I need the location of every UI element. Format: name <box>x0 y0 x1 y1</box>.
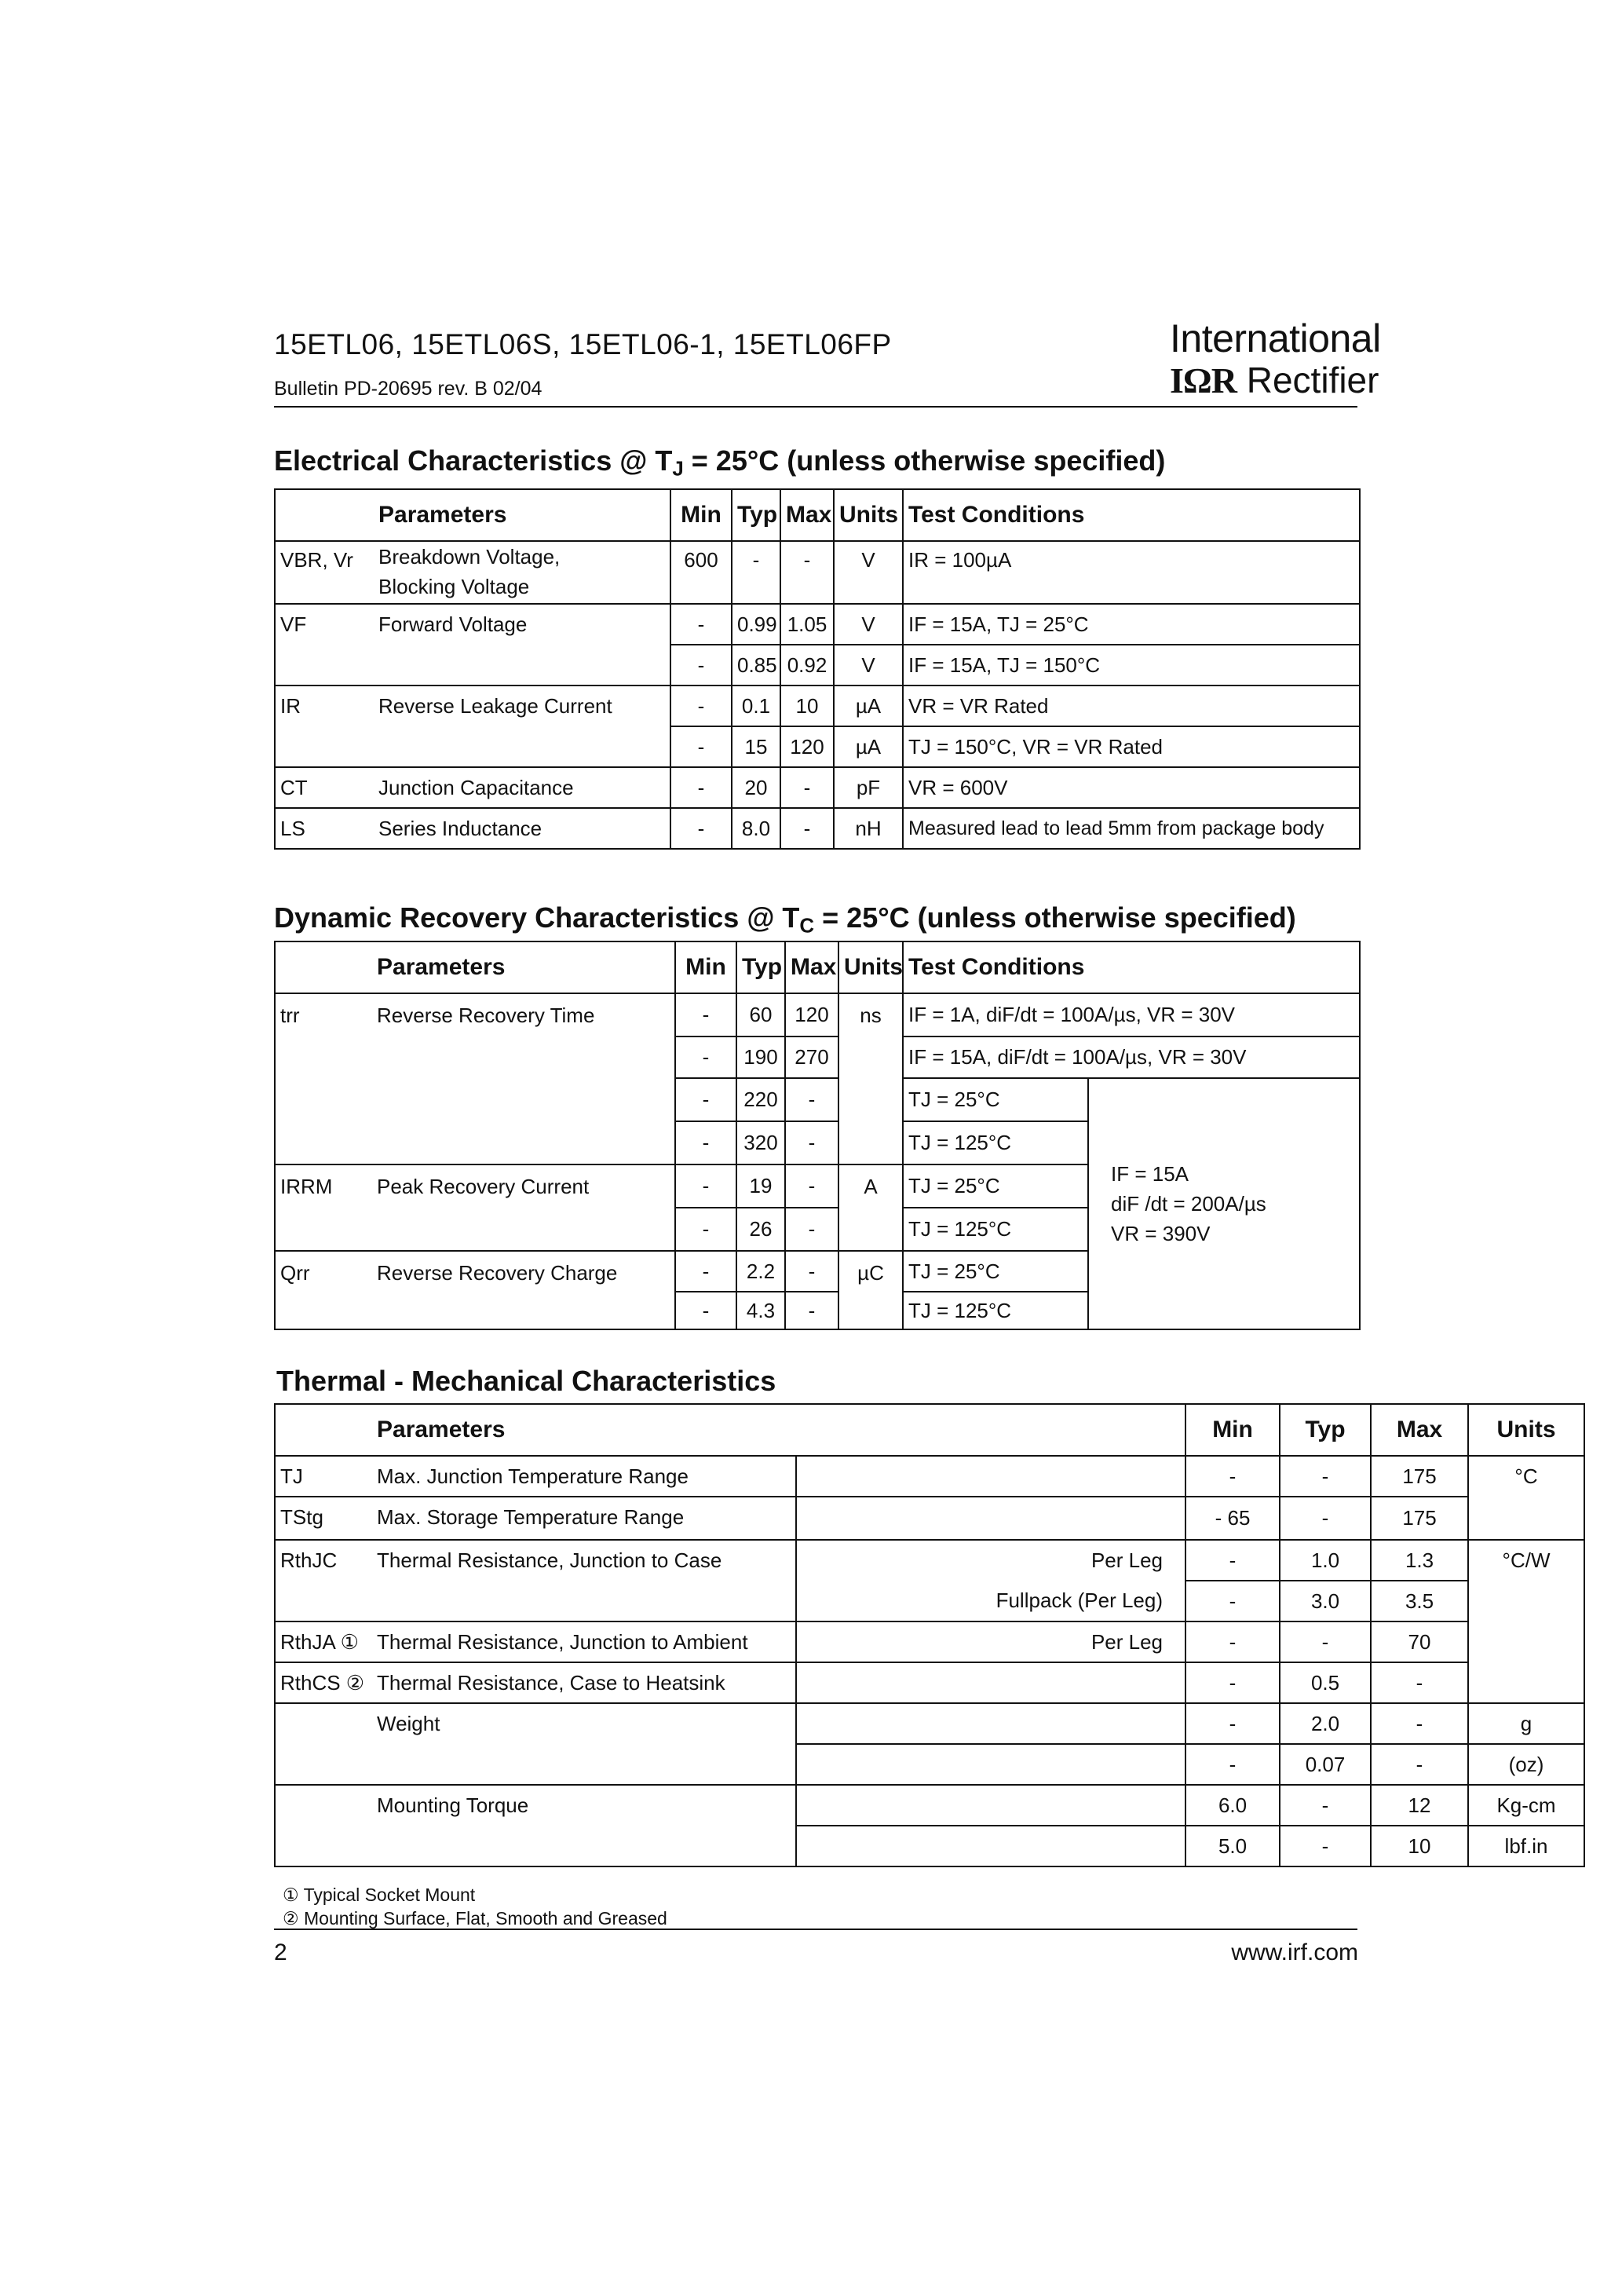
table-header-row <box>275 489 1360 541</box>
param-cell: Breakdown Voltage, Blocking Voltage <box>374 541 670 604</box>
table-row <box>275 1662 1584 1703</box>
param-cell: Thermal Resistance, Junction to Case <box>372 1540 796 1621</box>
note-cell <box>796 1703 1185 1744</box>
symbol-cell: CT <box>275 767 374 808</box>
param-cell: Peak Recovery Current <box>372 1164 675 1251</box>
value-cell: 5.0 <box>1185 1826 1280 1866</box>
table-row <box>275 1785 1584 1826</box>
note-cell <box>796 1785 1185 1826</box>
symbol-cell <box>275 1785 372 1866</box>
value-cell: - <box>1280 1785 1371 1826</box>
part-numbers-title: 15ETL06, 15ETL06S, 15ETL06-1, 15ETL06FP <box>274 328 892 360</box>
units-cell: g <box>1468 1703 1584 1744</box>
table-row <box>275 604 1360 645</box>
value-cell: 70 <box>1371 1621 1468 1662</box>
table-row <box>275 686 1360 726</box>
value-cell: 0.99 <box>732 604 780 645</box>
value-cell: - <box>670 767 732 808</box>
value-cell: - <box>675 993 736 1036</box>
table-row <box>275 1540 1584 1581</box>
symbol-cell <box>275 726 374 767</box>
note-cell <box>796 1744 1185 1785</box>
col-header: Units <box>834 489 903 541</box>
table-row <box>275 1456 1584 1497</box>
table-row <box>275 1703 1584 1744</box>
value-cell: 320 <box>736 1121 785 1164</box>
value-cell: - <box>670 726 732 767</box>
value-cell: - <box>785 1078 838 1121</box>
value-cell: 3.0 <box>1280 1581 1371 1621</box>
condition-cell: IF = 15A, TJ = 25°C <box>903 604 1360 645</box>
logo-international: International <box>1170 316 1381 360</box>
col-header: Max <box>780 489 834 541</box>
value-cell: 220 <box>736 1078 785 1121</box>
symbol-cell: Qrr <box>275 1251 372 1329</box>
table-header-row <box>275 941 1360 993</box>
header-rule <box>274 406 1357 408</box>
param-cell: Thermal Resistance, Case to Heatsink <box>372 1662 796 1703</box>
condition-cell: Measured lead to lead 5mm from package body <box>903 808 1360 849</box>
param-cell: Junction Capacitance <box>374 767 670 808</box>
value-cell: - 65 <box>1185 1497 1280 1540</box>
value-cell: - <box>675 1036 736 1078</box>
condition-cell: VR = 600V <box>903 767 1360 808</box>
value-cell: - <box>670 686 732 726</box>
value-cell: - <box>670 645 732 686</box>
col-header: Typ <box>1280 1404 1371 1456</box>
value-cell: - <box>785 1164 838 1208</box>
note-cell: Per Leg <box>796 1540 1185 1581</box>
value-cell: - <box>1185 1581 1280 1621</box>
value-cell: 15 <box>732 726 780 767</box>
symbol-cell: RthJA ① <box>275 1621 372 1662</box>
col-header: Min <box>1185 1404 1280 1456</box>
param-cell: Max. Junction Temperature Range <box>372 1456 796 1497</box>
condition-cell: IF = 15A, diF/dt = 100A/µs, VR = 30V <box>903 1036 1360 1078</box>
param-cell: Series Inductance <box>374 808 670 849</box>
value-cell: - <box>732 541 780 604</box>
logo-rectifier: Rectifier <box>1246 360 1379 400</box>
value-cell: - <box>1185 1540 1280 1581</box>
value-cell: 175 <box>1371 1497 1468 1540</box>
value-cell: 60 <box>736 993 785 1036</box>
value-cell: 0.85 <box>732 645 780 686</box>
units-cell: °C <box>1468 1456 1584 1540</box>
value-cell: - <box>675 1208 736 1251</box>
note-cell <box>796 1826 1185 1866</box>
table-row <box>275 1621 1584 1662</box>
footer-rule <box>274 1929 1357 1930</box>
value-cell: - <box>1185 1621 1280 1662</box>
dynamic-title: Dynamic Recovery Characteristics @ $T_C = 25^\circ C$ (unless otherwise specified) <box>274 901 1296 938</box>
col-header: Typ <box>732 489 780 541</box>
value-cell: - <box>780 541 834 604</box>
dynamic-table <box>274 941 1361 1330</box>
value-cell: 190 <box>736 1036 785 1078</box>
value-cell: - <box>675 1121 736 1164</box>
value-cell: 10 <box>1371 1826 1468 1866</box>
value-cell: 2.2 <box>736 1251 785 1292</box>
value-cell: - <box>670 604 732 645</box>
value-cell: 3.5 <box>1371 1581 1468 1621</box>
param-cell: Reverse Recovery Time <box>372 993 675 1164</box>
col-header: Min <box>670 489 732 541</box>
param-cell: Weight <box>372 1703 796 1785</box>
electrical-table <box>274 488 1361 850</box>
blank-header <box>275 1404 372 1456</box>
table-header-row <box>275 1404 1584 1456</box>
value-cell: 0.5 <box>1280 1662 1371 1703</box>
value-cell: - <box>1185 1703 1280 1744</box>
value-cell: - <box>1280 1456 1371 1497</box>
param-cell: Thermal Resistance, Junction to Ambient <box>372 1621 796 1662</box>
table-row <box>275 1497 1584 1540</box>
footnote-2: ② Mounting Surface, Flat, Smooth and Greased <box>283 1908 667 1929</box>
value-cell: V <box>834 541 903 604</box>
symbol-cell: RthJC <box>275 1540 372 1621</box>
param-cell: Mounting Torque <box>372 1785 796 1866</box>
value-cell: V <box>834 604 903 645</box>
condition-cell: TJ = 25°C <box>903 1164 1088 1208</box>
condition-cell: VR = VR Rated <box>903 686 1360 726</box>
value-cell: - <box>1185 1662 1280 1703</box>
value-cell: 0.07 <box>1280 1744 1371 1785</box>
website-url: www.irf.com <box>1231 1940 1358 1965</box>
value-cell: - <box>675 1164 736 1208</box>
note-cell: Fullpack (Per Leg) <box>796 1581 1185 1621</box>
value-cell: - <box>1280 1826 1371 1866</box>
value-cell: µA <box>834 686 903 726</box>
param-cell: Max. Storage Temperature Range <box>372 1497 796 1540</box>
value-cell: - <box>780 767 834 808</box>
symbol-cell: TStg <box>275 1497 372 1540</box>
symbol-cell <box>275 1703 372 1785</box>
value-cell: - <box>1371 1703 1468 1744</box>
value-cell: - <box>1185 1744 1280 1785</box>
value-cell: - <box>1280 1497 1371 1540</box>
value-cell: 26 <box>736 1208 785 1251</box>
value-cell: - <box>1371 1662 1468 1703</box>
value-cell: - <box>785 1208 838 1251</box>
value-cell: 6.0 <box>1185 1785 1280 1826</box>
value-cell: nH <box>834 808 903 849</box>
value-cell: - <box>780 808 834 849</box>
value-cell: 1.05 <box>780 604 834 645</box>
company-logo <box>1170 316 1381 401</box>
condition-cell: TJ = 125°C <box>903 1208 1088 1251</box>
value-cell: - <box>1280 1621 1371 1662</box>
value-cell: - <box>1185 1456 1280 1497</box>
value-cell: 4.3 <box>736 1292 785 1329</box>
value-cell: 175 <box>1371 1456 1468 1497</box>
param-cell: Reverse Leakage Current <box>374 686 670 726</box>
units-cell: lbf.in <box>1468 1826 1584 1866</box>
value-cell: - <box>785 1292 838 1329</box>
condition-cell: TJ = 125°C <box>903 1121 1088 1164</box>
symbol-cell: LS <box>275 808 374 849</box>
symbol-cell: VBR, Vr <box>275 541 374 604</box>
page-number: 2 <box>274 1940 287 1965</box>
condition-cell: TJ = 25°C <box>903 1251 1088 1292</box>
col-header: Min <box>675 941 736 993</box>
symbol-cell: RthCS ② <box>275 1662 372 1703</box>
param-cell <box>374 726 670 767</box>
param-cell <box>374 645 670 686</box>
param-cell: Reverse Recovery Charge <box>372 1251 675 1329</box>
value-cell: 120 <box>780 726 834 767</box>
value-cell: 1.3 <box>1371 1540 1468 1581</box>
col-header: Parameters <box>372 941 675 993</box>
value-cell: 0.92 <box>780 645 834 686</box>
value-cell: µA <box>834 726 903 767</box>
units-cell: Kg-cm <box>1468 1785 1584 1826</box>
table-row <box>275 541 1360 604</box>
value-cell: 2.0 <box>1280 1703 1371 1744</box>
symbol-cell: IR <box>275 686 374 726</box>
col-header: Units <box>1468 1404 1584 1456</box>
table-row <box>275 726 1360 767</box>
symbol-cell <box>275 645 374 686</box>
value-cell: pF <box>834 767 903 808</box>
value-cell: - <box>785 1251 838 1292</box>
table-row <box>275 767 1360 808</box>
bulletin-line: Bulletin PD-20695 rev. B 02/04 <box>274 378 542 400</box>
value-cell: - <box>675 1251 736 1292</box>
symbol-cell: trr <box>275 993 372 1164</box>
value-cell: - <box>675 1292 736 1329</box>
table-row <box>275 808 1360 849</box>
footnote-1: ① Typical Socket Mount <box>283 1885 476 1905</box>
value-cell: 19 <box>736 1164 785 1208</box>
col-header: Units <box>838 941 903 993</box>
symbol-cell: IRRM <box>275 1164 372 1251</box>
col-header: Max <box>1371 1404 1468 1456</box>
condition-cell: IF = 15A, TJ = 150°C <box>903 645 1360 686</box>
units-cell: °C/W <box>1468 1540 1584 1703</box>
note-cell: Per Leg <box>796 1621 1185 1662</box>
footnotes <box>283 1883 667 1930</box>
value-cell: 12 <box>1371 1785 1468 1826</box>
value-cell: 8.0 <box>732 808 780 849</box>
condition-cell: TJ = 125°C <box>903 1292 1088 1329</box>
shared-condition-cell: IF = 15A diF /dt = 200A/µs VR = 390V <box>1088 1078 1360 1329</box>
units-cell: (oz) <box>1468 1744 1584 1785</box>
value-cell: - <box>785 1121 838 1164</box>
col-header: Parameters <box>374 489 670 541</box>
col-header: Test Conditions <box>903 941 1360 993</box>
note-cell <box>796 1456 1185 1497</box>
note-cell <box>796 1662 1185 1703</box>
logo-ior-mark: IΩR <box>1170 360 1237 400</box>
condition-cell: TJ = 25°C <box>903 1078 1088 1121</box>
col-header: Max <box>785 941 838 993</box>
value-cell: 270 <box>785 1036 838 1078</box>
note-cell <box>796 1497 1185 1540</box>
thermal-table <box>274 1403 1585 1867</box>
value-cell: ns <box>838 993 903 1164</box>
condition-cell: IF = 1A, diF/dt = 100A/µs, VR = 30V <box>903 993 1360 1036</box>
value-cell: 120 <box>785 993 838 1036</box>
value-cell: - <box>670 808 732 849</box>
symbol-cell: TJ <box>275 1456 372 1497</box>
condition-cell: TJ = 150°C, VR = VR Rated <box>903 726 1360 767</box>
value-cell: 20 <box>732 767 780 808</box>
table-row <box>275 645 1360 686</box>
value-cell: - <box>1371 1744 1468 1785</box>
param-cell: Forward Voltage <box>374 604 670 645</box>
value-cell: V <box>834 645 903 686</box>
table-row <box>275 993 1360 1036</box>
value-cell: 0.1 <box>732 686 780 726</box>
value-cell: - <box>675 1078 736 1121</box>
value-cell: 600 <box>670 541 732 604</box>
value-cell: A <box>838 1164 903 1251</box>
value-cell: 10 <box>780 686 834 726</box>
thermal-title: Thermal - Mechanical Characteristics <box>276 1365 776 1397</box>
electrical-title: Electrical Characteristics @ $T_J = 25^\circ C$ (unless otherwise specified) <box>274 444 1166 481</box>
col-header: Typ <box>736 941 785 993</box>
col-header: Test Conditions <box>903 489 1360 541</box>
value-cell: µC <box>838 1251 903 1329</box>
col-header: Parameters <box>372 1404 1185 1456</box>
condition-cell: IR = 100µA <box>903 541 1360 604</box>
value-cell: 1.0 <box>1280 1540 1371 1581</box>
symbol-cell: VF <box>275 604 374 645</box>
